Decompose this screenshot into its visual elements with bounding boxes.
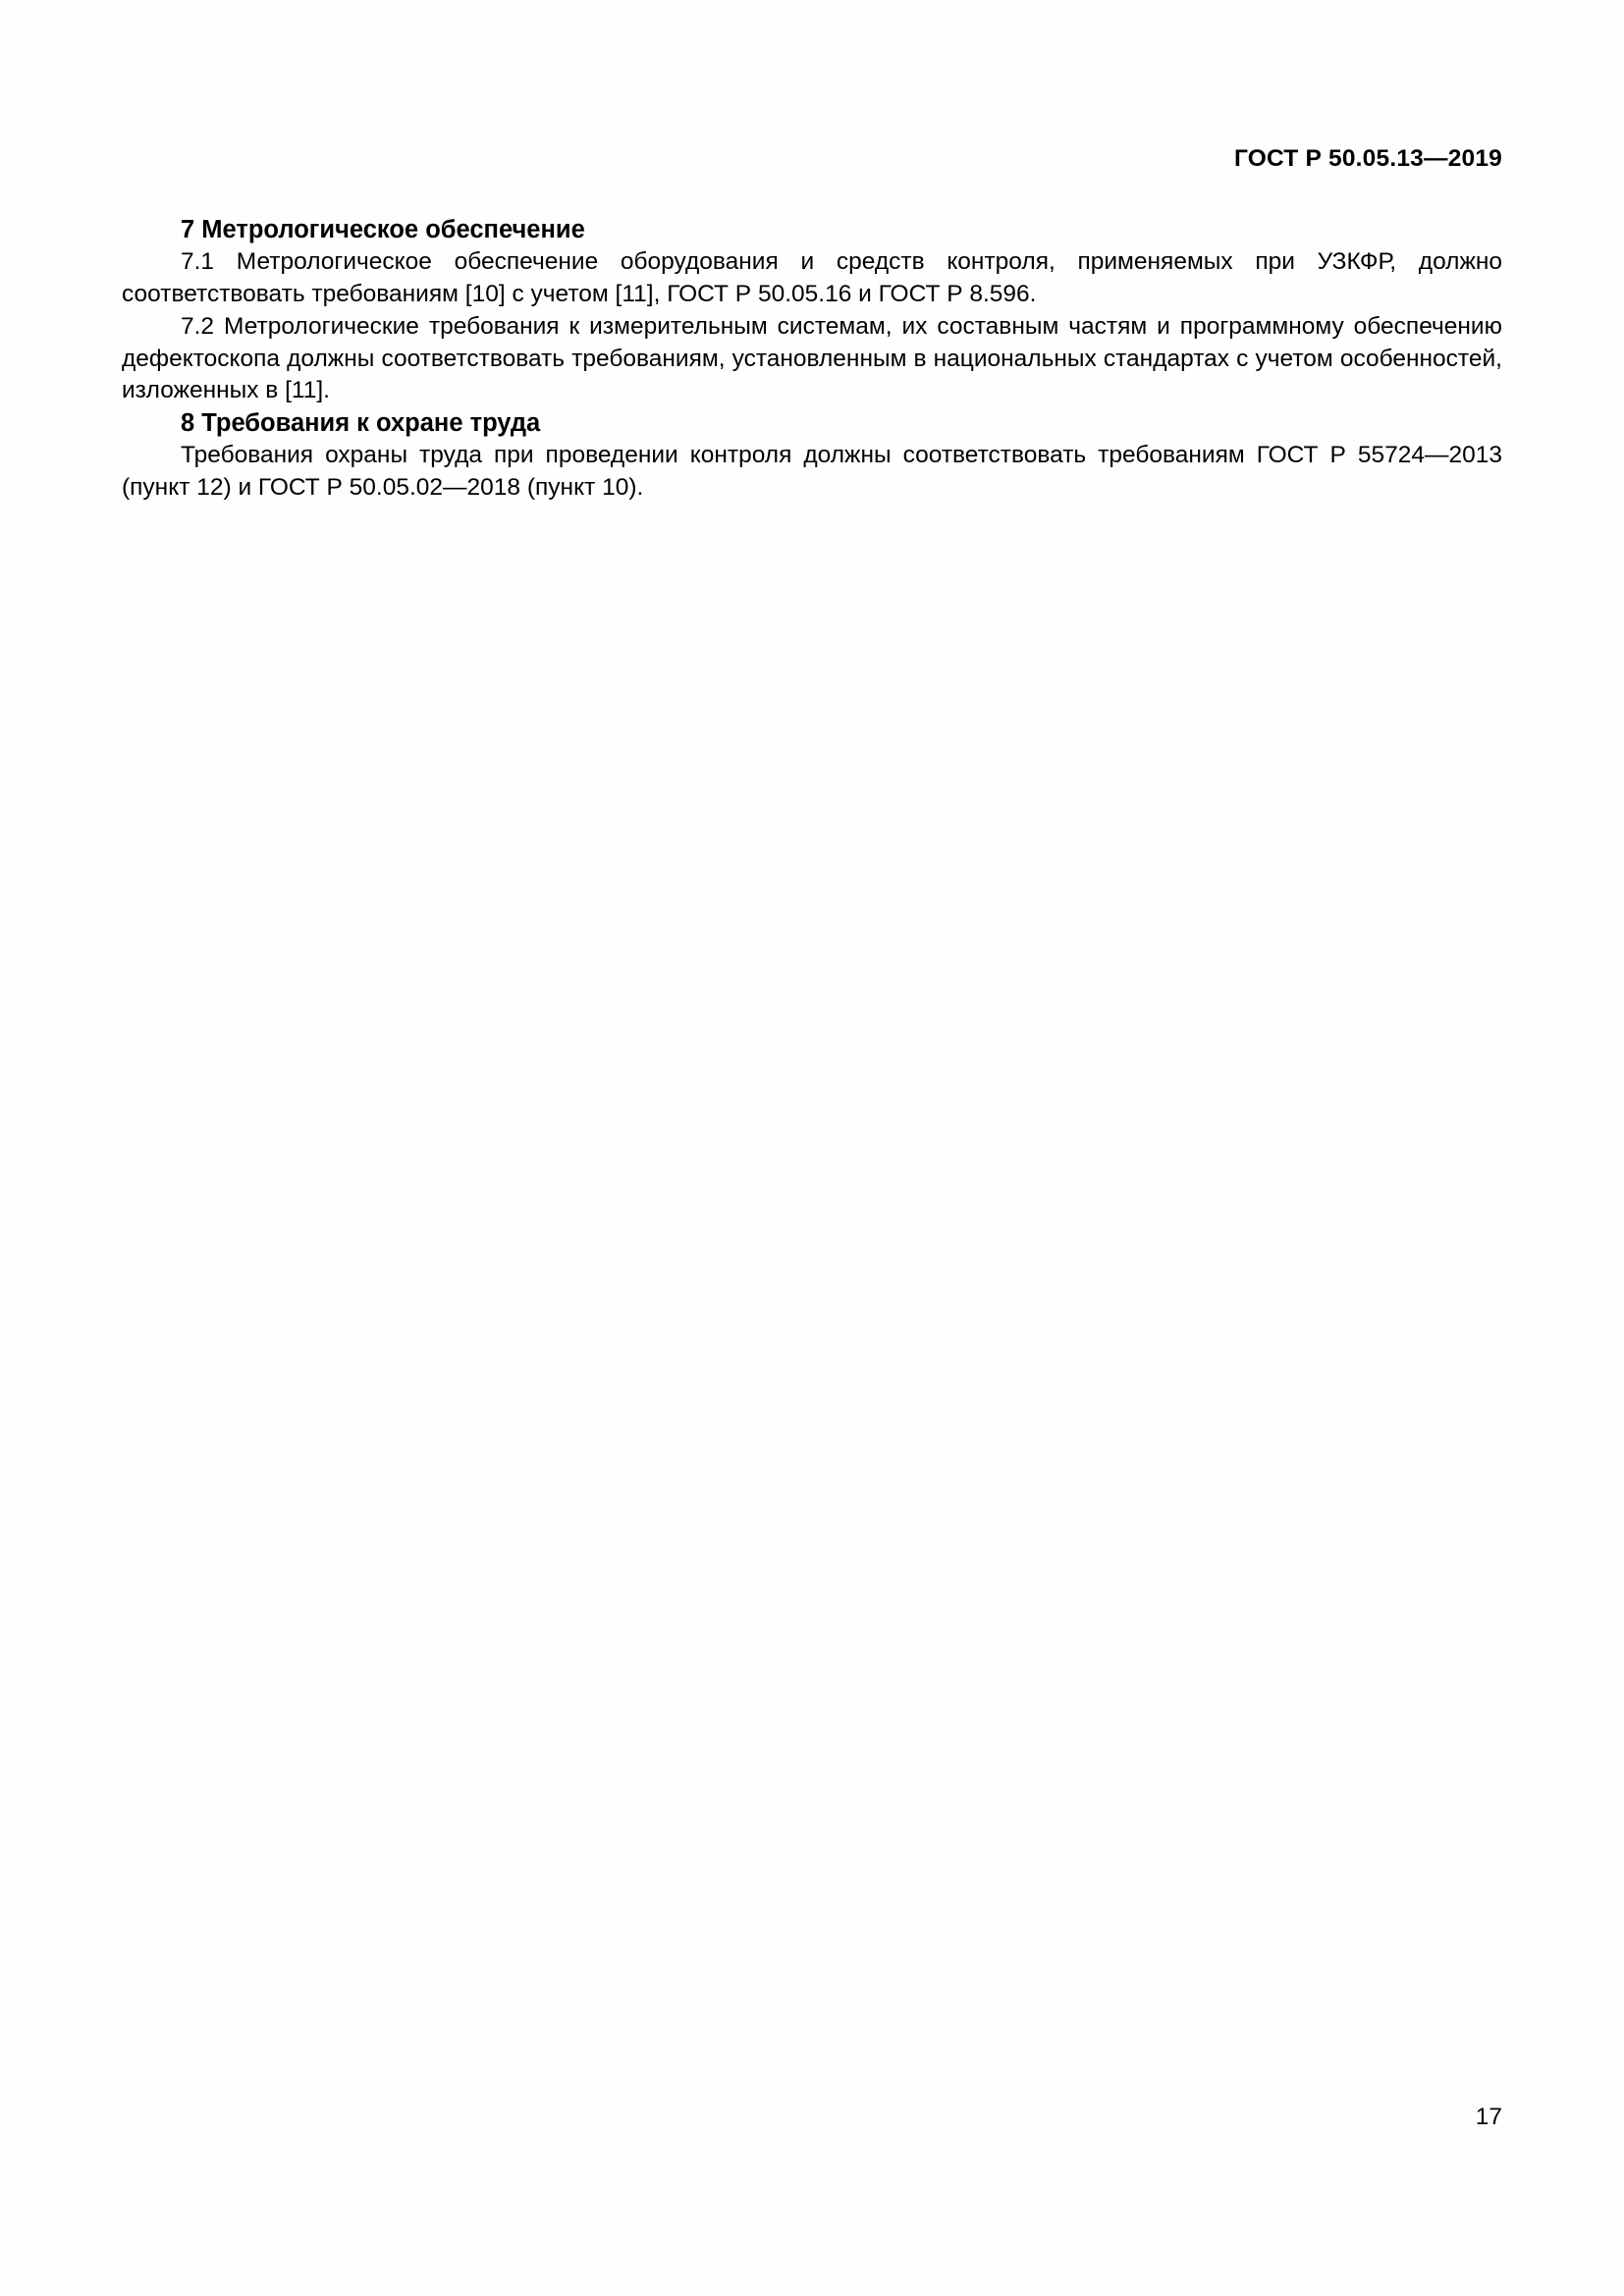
- paragraph-7-1: 7.1 Метрологическое обеспечение оборудования и средств контроля, применяемых при УЗКФР, должно соответствовать требованиям [10] с учетом [11], ГОСТ Р 50.05.16 и ГОСТ Р 8.596.: [122, 248, 1502, 307]
- document-standard-number: ГОСТ Р 50.05.13—2019: [1234, 145, 1502, 172]
- section-heading-7: 7 Метрологическое обеспечение: [181, 216, 585, 243]
- page-content: [122, 214, 1502, 505]
- section-heading-8: 8 Требования к охране труда: [181, 409, 541, 438]
- paragraph-7-2: 7.2 Метрологические требования к измерительным системам, их составным частям и программному обеспечению дефектоскопа должны соответствовать требованиям, установленным в национальных стандартах с учетом особенностей, изложенных в [11].: [122, 312, 1502, 404]
- page-number: 17: [1475, 2104, 1502, 2130]
- paragraph-8-1: Требования охраны труда при проведении контроля должны соответствовать требованиям ГОСТ Р 55724—2013 (пункт 12) и ГОСТ Р 50.05.02—2018 (пункт 10).: [122, 442, 1502, 502]
